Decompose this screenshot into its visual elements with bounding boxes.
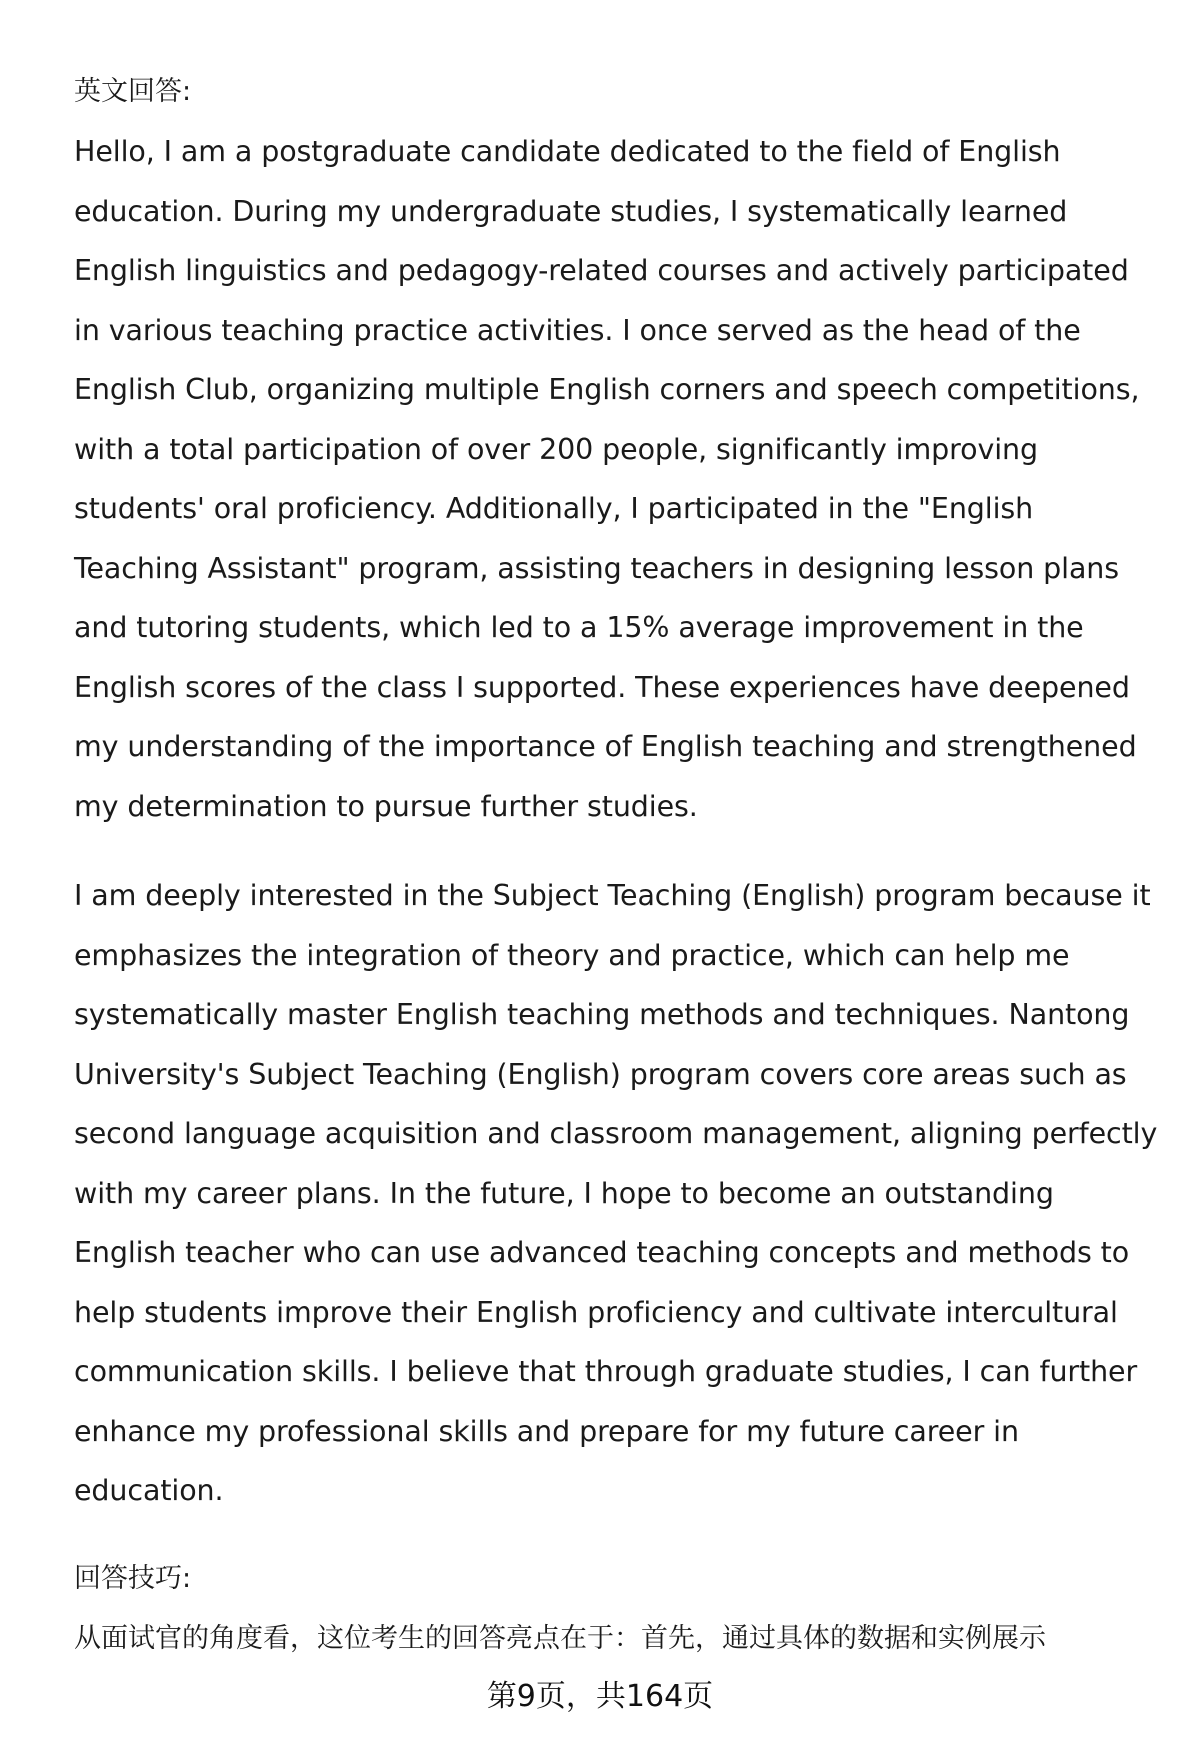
page-number: 第9页，共164页 <box>486 1679 714 1714</box>
paragraph-line: Teaching Assistant" program, assisting teachers in designing lesson plans <box>74 551 1120 585</box>
paragraph-line: English Club, organizing multiple English corners and speech competitions, <box>74 373 1140 406</box>
paragraph-line: in various teaching practice activities. I once served as the head of the <box>74 313 1081 347</box>
paragraph-line: emphasizes the integration of theory and practice, which can help me <box>74 938 1070 972</box>
paragraph-line: systematically master English teaching methods and techniques. Nantong <box>74 998 1130 1031</box>
paragraph-line: with a total participation of over 200 people, significantly improving <box>74 432 1039 466</box>
paragraph-line: I am deeply interested in the Subject Teaching (English) program because it <box>74 879 1151 912</box>
answer-heading: 英文回答: <box>74 76 192 107</box>
paragraph-line: English scores of the class I supported. These experiences have deepened <box>74 670 1130 704</box>
paragraph-spacer <box>74 836 1154 866</box>
paragraph-line: with my career plans. In the future, I hope to become an outstanding <box>74 1176 1054 1210</box>
paragraph-line: my determination to pursue further studies. <box>74 789 698 823</box>
paragraph-spacer <box>74 1521 1154 1549</box>
paragraph-line: second language acquisition and classroom management, aligning perfectly <box>74 1117 1158 1150</box>
paragraph-line: Hello, I am a postgraduate candidate dedicated to the field of English <box>74 135 1061 168</box>
paragraph-line: my understanding of the importance of English teaching and strengthened <box>74 730 1137 763</box>
answer-paragraph-1 <box>74 122 1154 836</box>
paragraph-line: education. <box>74 1474 224 1507</box>
paragraph-line: and tutoring students, which led to a 15% average improvement in the <box>74 611 1084 644</box>
paragraph-line: enhance my professional skills and prepare for my future career in <box>74 1414 1019 1448</box>
paragraph-line: communication skills. I believe that through graduate studies, I can further <box>74 1355 1138 1388</box>
tips-heading: 回答技巧: <box>74 1562 192 1594</box>
answer-paragraph-2 <box>74 866 1158 1521</box>
paragraph-line: education. During my undergraduate studies, I systematically learned <box>74 194 1068 228</box>
paragraph-line: English linguistics and pedagogy-related courses and actively participated <box>74 254 1129 287</box>
paragraph-line: help students improve their English proficiency and cultivate intercultural <box>74 1295 1118 1329</box>
paragraph-line: English teacher who can use advanced teaching concepts and methods to <box>74 1236 1130 1269</box>
page-content <box>74 62 1158 1669</box>
paragraph-line: students' oral proficiency. Additionally, I participated in the "English <box>74 492 1034 525</box>
paragraph-line: University's Subject Teaching (English) program covers core areas such as <box>74 1057 1127 1091</box>
tips-text-line: 从面试官的角度看，这位考生的回答亮点在于：首先，通过具体的数据和实例展示 <box>74 1622 1046 1654</box>
